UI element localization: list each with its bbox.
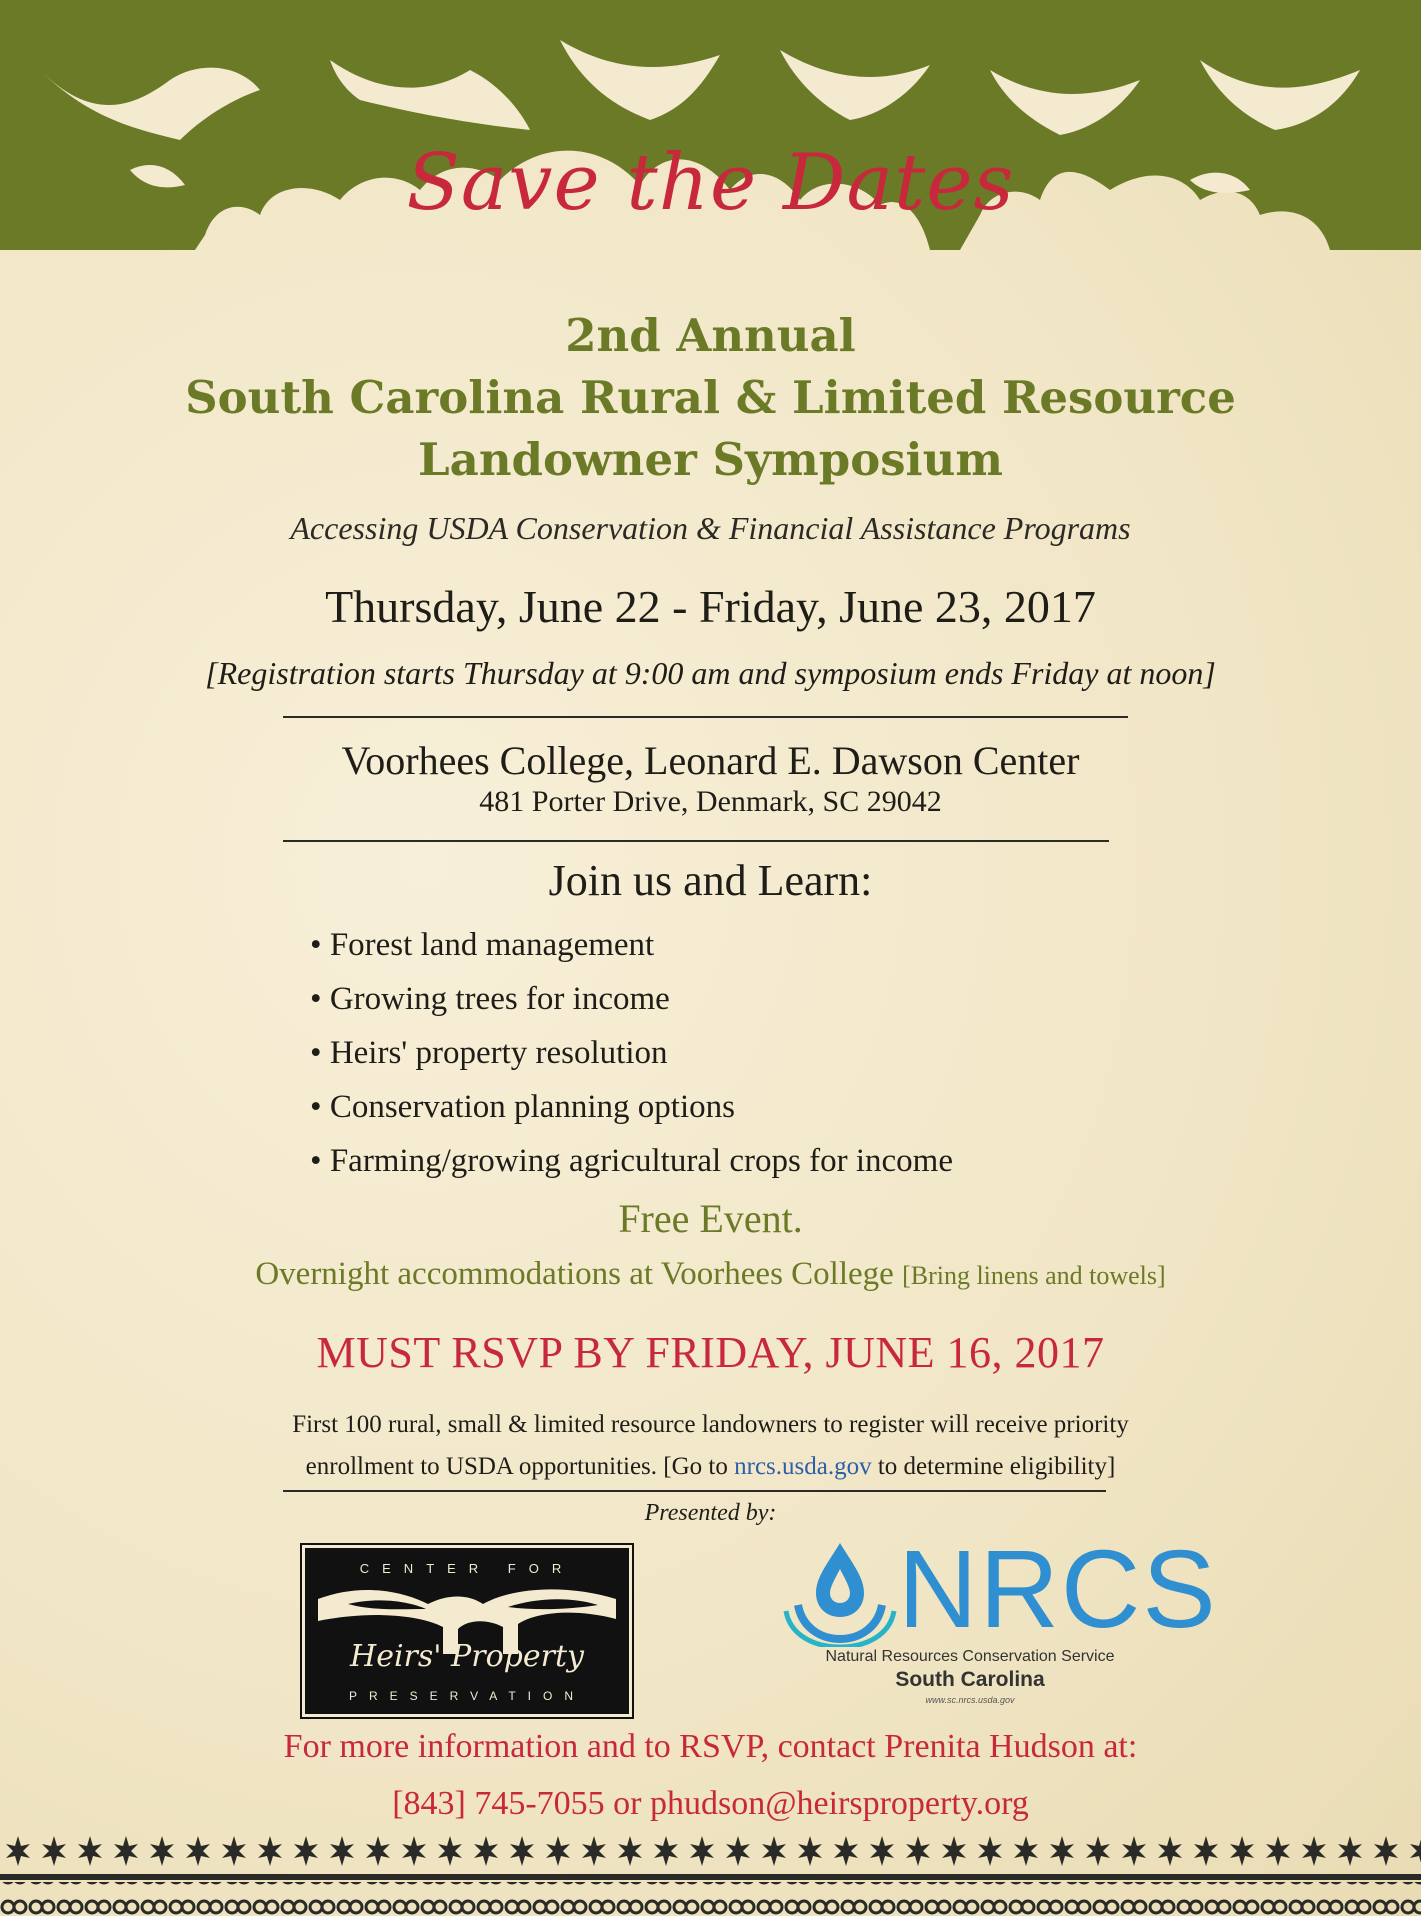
nrcs-wordmark: NRCS (898, 1528, 1218, 1651)
chp-name-text: Heirs' Property (350, 1639, 584, 1674)
water-drop-icon (780, 1535, 900, 1647)
list-item: • Forest land management (310, 918, 953, 972)
title-line-1: 2nd Annual (565, 309, 856, 362)
priority-line-1: First 100 rural, small & limited resource landowners to register will receive priority (292, 1411, 1129, 1438)
divider (283, 840, 1109, 842)
learn-heading: Join us and Learn: (548, 856, 873, 905)
heirs-property-logo (305, 1548, 629, 1714)
subtitle: Accessing USDA Conservation & Financial Assistance Programs (290, 510, 1131, 546)
contact-line-2[interactable]: [843] 745-7055 or phudson@heirsproperty.org (392, 1785, 1029, 1822)
overnight-text: Overnight accommodations at Voorhees College (255, 1256, 894, 1292)
chp-top-text: CENTER FOR (359, 1561, 575, 1576)
nrcs-logo (780, 1528, 1218, 1715)
chp-bottom-text: PRESERVATION (348, 1689, 586, 1703)
list-item: • Farming/growing agricultural crops for income (310, 1134, 953, 1188)
free-event: Free Event. (618, 1196, 803, 1241)
overnight-accommodations (0, 1256, 1421, 1293)
save-the-dates-heading: Save the Dates (406, 138, 1015, 228)
nrcs-full-name: Natural Resources Conservation Service (825, 1648, 1115, 1665)
priority-text-b: to determine eligibility] (871, 1453, 1116, 1480)
venue-name: Voorhees College, Leonard E. Dawson Center (341, 738, 1080, 783)
registration-note: [Registration starts Thursday at 9:00 am and symposium ends Friday at noon] (205, 655, 1216, 691)
contact-line-1: For more information and to RSVP, contact Prenita Hudson at: (283, 1728, 1138, 1765)
rsvp-deadline: MUST RSVP BY FRIDAY, JUNE 16, 2017 (316, 1328, 1105, 1377)
event-dates: Thursday, June 22 - Friday, June 23, 2017 (325, 581, 1096, 632)
presented-by: Presented by: (644, 1500, 777, 1526)
title-line-3: Landowner Symposium (418, 433, 1003, 486)
title-line-2: South Carolina Rural & Limited Resource (185, 371, 1236, 424)
divider (283, 1490, 1106, 1492)
learn-list (310, 918, 953, 1188)
list-item: • Conservation planning options (310, 1080, 953, 1134)
list-item: • Growing trees for income (310, 972, 953, 1026)
nrcs-state: South Carolina (895, 1668, 1045, 1691)
priority-line-2 (0, 1446, 1421, 1488)
venue-address: 481 Porter Drive, Denmark, SC 29042 (479, 785, 942, 818)
nrcs-url[interactable]: www.sc.nrcs.usda.gov (925, 1695, 1015, 1705)
priority-text-a: enrollment to USDA opportunities. [Go to (305, 1453, 735, 1480)
nrcs-link[interactable]: nrcs.usda.gov (734, 1453, 872, 1480)
overnight-note: [Bring linens and towels] (902, 1261, 1166, 1290)
decorative-border (0, 1832, 1421, 1916)
priority-note (0, 1404, 1421, 1488)
divider (283, 716, 1128, 718)
list-item: • Heirs' property resolution (310, 1026, 953, 1080)
